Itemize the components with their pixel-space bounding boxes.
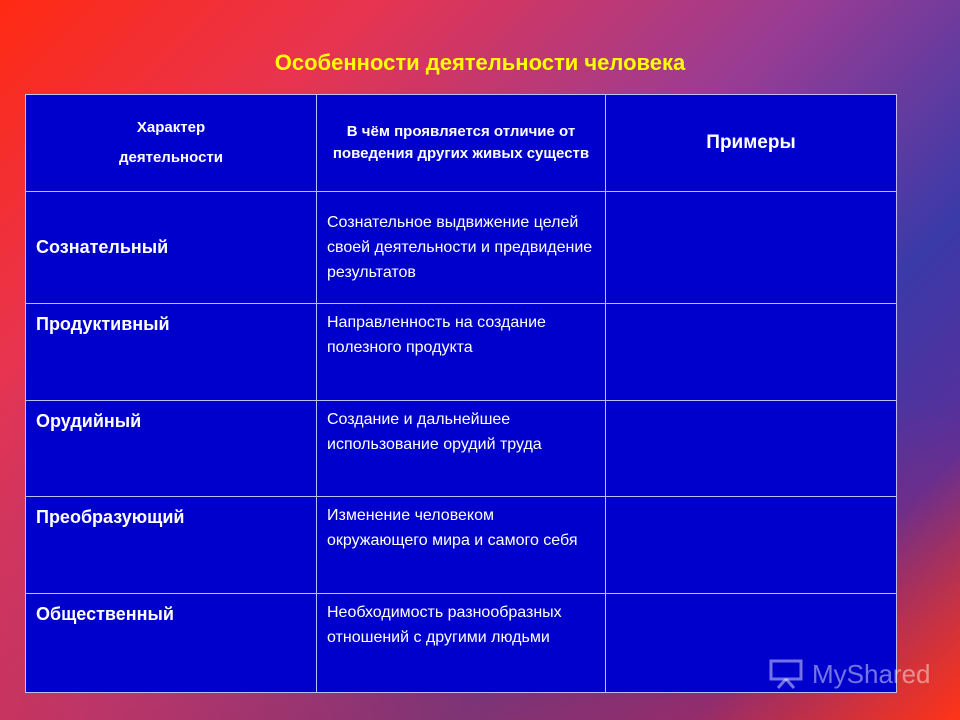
row-examples <box>606 304 897 401</box>
table-row <box>26 497 897 594</box>
row-description: Создание и дальнейшее использование орудий труда <box>317 401 606 497</box>
row-examples <box>606 497 897 594</box>
table-row <box>26 304 897 401</box>
header-activity-character <box>26 95 317 192</box>
row-examples <box>606 192 897 304</box>
watermark <box>768 656 931 692</box>
row-name: Общественный <box>26 594 317 693</box>
watermark-text: MyShared <box>812 658 931 689</box>
header-examples: Примеры <box>606 95 897 192</box>
activity-features-table <box>25 94 897 693</box>
header-difference: В чём проявляется отличие от поведения других живых существ <box>317 95 606 192</box>
row-name: Орудийный <box>26 401 317 497</box>
header-col1-line1: Характер <box>136 119 206 136</box>
table-header-row <box>26 95 897 192</box>
row-description: Изменение человеком окружающего мира и самого себя <box>317 497 606 594</box>
header-col1-line2: деятельности <box>119 149 223 166</box>
row-examples <box>606 401 897 497</box>
row-description: Необходимость разнообразных отношений с другими людьми <box>317 594 606 693</box>
row-name: Преобразующий <box>26 497 317 594</box>
row-name: Сознательный <box>26 192 317 304</box>
table-row <box>26 594 897 693</box>
table-row <box>26 401 897 497</box>
row-description: Направленность на создание полезного продукта <box>317 304 606 401</box>
table-row <box>26 192 897 304</box>
slide-title: Особенности деятельности человека <box>274 50 686 75</box>
row-description: Сознательное выдвижение целей своей деятельности и предвидение результатов <box>317 192 606 304</box>
presentation-icon <box>768 658 804 690</box>
row-name: Продуктивный <box>26 304 317 401</box>
